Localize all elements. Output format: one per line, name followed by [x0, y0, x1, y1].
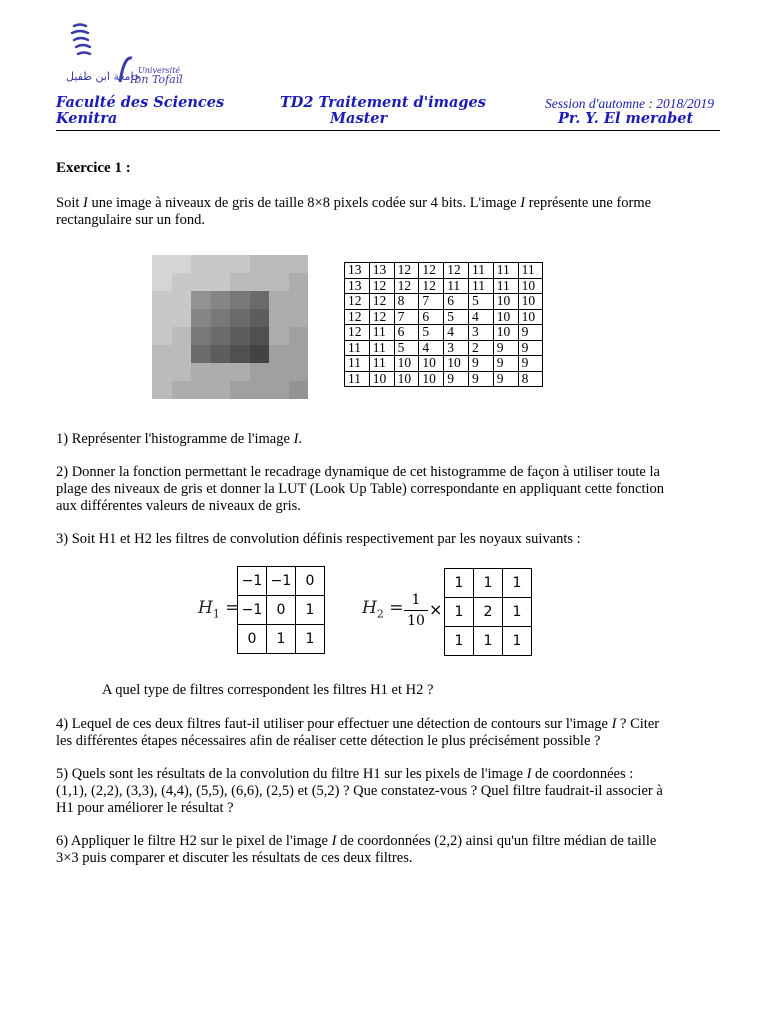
pixel-cell	[230, 255, 250, 273]
table-cell: 2	[468, 340, 493, 356]
table-cell: 9	[518, 340, 543, 356]
pixel-cell	[230, 273, 250, 291]
pixel-cell	[289, 309, 309, 327]
q5-text: 5) Quels sont les résultats de la convolution du filtre H1 sur les pixels de l'image	[56, 766, 527, 782]
table-cell: 3	[468, 325, 493, 341]
pixel-cell	[250, 327, 270, 345]
pixel-cell	[250, 273, 270, 291]
question-5-line-3: H1 pour améliorer le résultat ?	[56, 800, 234, 816]
pixel-cell	[191, 327, 211, 345]
table-cell: 11	[369, 340, 394, 356]
table-cell: 10	[518, 309, 543, 325]
kernel-cell: 1	[445, 569, 474, 598]
pixel-cell	[289, 291, 309, 309]
pixel-cell	[269, 273, 289, 291]
kernel-cell: 0	[238, 625, 267, 654]
pixel-cell	[250, 255, 270, 273]
question-1	[56, 431, 716, 448]
kernel-cell: 1	[503, 598, 532, 627]
pixel-cell	[250, 291, 270, 309]
pixel-cell	[191, 345, 211, 363]
image-variable: I	[331, 833, 337, 849]
logo-text-main: Ibn Tofaïl	[130, 73, 183, 86]
table-cell: 4	[468, 309, 493, 325]
table-cell: 7	[394, 309, 419, 325]
kernel-cell: 0	[296, 567, 325, 596]
pixel-cell	[152, 363, 172, 381]
h1-subscript: 1	[212, 607, 220, 621]
question-3-sub: A quel type de filtres correspondent les filtres H1 et H2 ?	[102, 682, 434, 698]
pixel-cell	[172, 273, 192, 291]
table-row	[345, 294, 543, 310]
pixel-cell	[152, 327, 172, 345]
pixel-cell	[230, 345, 250, 363]
table-cell: 11	[369, 356, 394, 372]
question-6-line-2: 3×3 puis comparer et discuter les résultats de ces deux filtres.	[56, 850, 413, 866]
pixel-cell	[211, 327, 231, 345]
table-cell: 9	[493, 340, 518, 356]
table-cell: 9	[468, 356, 493, 372]
fraction-bar	[404, 610, 428, 611]
table-cell: 6	[394, 325, 419, 341]
table-row	[345, 325, 543, 341]
pixel-cell	[152, 291, 172, 309]
pixel-cell	[230, 363, 250, 381]
kernel-cell: −1	[238, 567, 267, 596]
table-cell: 4	[444, 325, 469, 341]
pixel-cell	[191, 255, 211, 273]
logo-emblem-icon	[62, 20, 222, 100]
kernel-cell: 1	[267, 625, 296, 654]
pixel-cell	[230, 291, 250, 309]
pixel-cell	[191, 363, 211, 381]
kernel-cell: 1	[296, 596, 325, 625]
h1-label	[198, 598, 239, 620]
table-cell: 10	[493, 325, 518, 341]
image-variable: I	[520, 195, 526, 211]
table-cell: 11	[345, 371, 370, 387]
question-5-line-1	[56, 766, 716, 783]
pixel-cell	[191, 381, 211, 399]
kernel-row	[238, 596, 325, 625]
pixel-cell	[172, 363, 192, 381]
pixel-cell	[152, 255, 172, 273]
table-cell: 7	[419, 294, 444, 310]
table-row	[345, 340, 543, 356]
table-row	[345, 263, 543, 279]
kernel-cell: 1	[503, 627, 532, 656]
pixel-cell	[250, 345, 270, 363]
q1-text: 1) Représenter l'histogramme de l'image	[56, 431, 294, 447]
table-cell: 11	[493, 263, 518, 279]
kernel-cell: 1	[474, 627, 503, 656]
pixel-cell	[289, 273, 309, 291]
pixel-cell	[230, 327, 250, 345]
session-label: Session d'automne : 2018/2019	[545, 96, 715, 111]
table-cell: 3	[444, 340, 469, 356]
pixel-cell	[230, 309, 250, 327]
h1-kernel-matrix	[237, 566, 325, 654]
table-cell: 10	[444, 356, 469, 372]
pixel-cell	[269, 381, 289, 399]
kernel-cell: −1	[238, 596, 267, 625]
course-title: TD2 Traitement d'images	[280, 94, 486, 111]
kernel-cell: 1	[445, 598, 474, 627]
faculty-city: Kenitra	[56, 110, 118, 127]
question-4-line-1	[56, 716, 716, 733]
fraction-denominator: 10	[407, 613, 425, 629]
table-cell: 12	[369, 309, 394, 325]
table-cell: 12	[345, 309, 370, 325]
pixel-cell	[172, 291, 192, 309]
question-2-line-2: plage des niveaux de gris et donner la LUT (Look Up Table) correspondante en appliquant cette fonction	[56, 481, 665, 497]
table-cell: 11	[345, 340, 370, 356]
pixel-cell	[289, 381, 309, 399]
grayscale-image	[152, 255, 308, 399]
table-cell: 10	[394, 356, 419, 372]
h1-symbol: H	[198, 598, 213, 618]
image-variable: I	[611, 716, 617, 732]
kernel-row	[445, 569, 532, 598]
image-variable: I	[83, 195, 88, 211]
h1-equals: =	[225, 598, 240, 618]
pixel-cell	[250, 381, 270, 399]
pixel-cell	[211, 309, 231, 327]
table-cell: 13	[369, 263, 394, 279]
table-cell: 4	[419, 340, 444, 356]
table-cell: 10	[394, 371, 419, 387]
pixel-cell	[152, 273, 172, 291]
pixel-cell	[211, 381, 231, 399]
h2-equals: =	[389, 598, 404, 618]
table-cell: 9	[444, 371, 469, 387]
professor-name: Pr. Y. El merabet	[558, 110, 694, 127]
table-cell: 5	[444, 309, 469, 325]
table-cell: 5	[468, 294, 493, 310]
exercise-title: Exercice 1 :	[56, 160, 131, 176]
pixel-cell	[230, 381, 250, 399]
pixel-cell	[269, 345, 289, 363]
question-4-line-2: les différentes étapes nécessaires afin de réaliser cette détection le plus précisément possible ?	[56, 733, 601, 749]
table-cell: 11	[518, 263, 543, 279]
table-cell: 5	[419, 325, 444, 341]
intro-line-1	[56, 195, 716, 212]
question-2-line-3: aux différentes valeurs de niveaux de gris.	[56, 498, 301, 514]
pixel-cell	[211, 273, 231, 291]
table-cell: 11	[468, 263, 493, 279]
table-cell: 8	[518, 371, 543, 387]
table-row	[345, 309, 543, 325]
table-cell: 11	[493, 278, 518, 294]
table-cell: 10	[518, 294, 543, 310]
kernel-cell: −1	[267, 567, 296, 596]
pixel-cell	[289, 327, 309, 345]
table-cell: 9	[518, 356, 543, 372]
table-cell: 12	[419, 278, 444, 294]
h2-label	[362, 598, 403, 620]
table-cell: 6	[419, 309, 444, 325]
pixel-cell	[172, 255, 192, 273]
pixel-cell	[172, 345, 192, 363]
table-cell: 9	[468, 371, 493, 387]
table-cell: 10	[419, 356, 444, 372]
q1-end: .	[298, 431, 303, 447]
pixel-cell	[269, 363, 289, 381]
pixel-cell	[211, 363, 231, 381]
pixel-cell	[152, 345, 172, 363]
q6-end: de coordonnées (2,2) ainsi qu'un filtre médian de taille	[336, 833, 657, 849]
table-cell: 13	[345, 263, 370, 279]
table-cell: 11	[468, 278, 493, 294]
table-cell: 12	[419, 263, 444, 279]
table-cell: 11	[369, 325, 394, 341]
pixel-cell	[172, 309, 192, 327]
kernel-cell: 1	[445, 627, 474, 656]
table-cell: 9	[493, 356, 518, 372]
kernel-cell: 1	[503, 569, 532, 598]
kernel-row	[445, 627, 532, 656]
table-cell: 10	[493, 309, 518, 325]
intro-line-2: rectangulaire sur un fond.	[56, 212, 205, 228]
table-cell: 10	[518, 278, 543, 294]
pixel-cell	[269, 291, 289, 309]
table-cell: 12	[394, 263, 419, 279]
table-cell: 12	[345, 294, 370, 310]
kernel-cell: 0	[267, 596, 296, 625]
pixel-cell	[172, 327, 192, 345]
table-cell: 10	[493, 294, 518, 310]
table-cell: 9	[518, 325, 543, 341]
q6-text: 6) Appliquer le filtre H2 sur le pixel de l'image	[56, 833, 332, 849]
pixel-cell	[269, 255, 289, 273]
logo-text-top: Université	[138, 66, 181, 75]
q4-text: 4) Lequel de ces deux filtres faut-il utiliser pour effectuer une détection de contours sur l'image	[56, 716, 612, 732]
q4-end: ? Citer	[616, 716, 660, 732]
kernel-row	[238, 625, 325, 654]
table-cell: 10	[419, 371, 444, 387]
kernel-cell: 1	[296, 625, 325, 654]
table-cell: 12	[369, 294, 394, 310]
fraction-numerator: 1	[411, 592, 421, 608]
intro-text-c: représente une forme	[525, 195, 652, 211]
h2-fraction	[404, 592, 428, 629]
table-cell: 12	[369, 278, 394, 294]
kernel-row	[445, 598, 532, 627]
h2-symbol: H	[362, 598, 377, 618]
table-cell: 10	[369, 371, 394, 387]
pixel-cell	[191, 309, 211, 327]
pixel-cell	[289, 345, 309, 363]
table-cell: 12	[444, 263, 469, 279]
pixel-cell	[269, 327, 289, 345]
question-3: 3) Soit H1 et H2 les filtres de convolution définis respectivement par les noyaux suivants :	[56, 531, 581, 547]
kernel-row	[238, 567, 325, 596]
table-cell: 8	[394, 294, 419, 310]
pixel-cell	[152, 309, 172, 327]
question-5-line-2: (1,1), (2,2), (3,3), (4,4), (5,5), (6,6), (2,5) et (5,2) ? Que constatez-vous ? Quel filtre faudrait-il associer à	[56, 783, 663, 799]
table-cell: 5	[394, 340, 419, 356]
university-logo	[62, 20, 222, 100]
pixel-cell	[191, 273, 211, 291]
image-variable: I	[293, 431, 299, 447]
question-2-line-1: 2) Donner la fonction permettant le recadrage dynamique de cet histogramme de façon à utiliser toute la	[56, 464, 660, 480]
table-cell: 6	[444, 294, 469, 310]
question-6-line-1	[56, 833, 716, 850]
pixel-cell	[289, 363, 309, 381]
multiply-sign: ×	[429, 600, 443, 619]
faculty-name: Faculté des Sciences	[56, 94, 225, 111]
q5-end: de coordonnées :	[531, 766, 634, 782]
table-cell: 12	[394, 278, 419, 294]
pixel-cell	[269, 309, 289, 327]
pixel-values-table	[344, 262, 543, 387]
pixel-cell	[191, 291, 211, 309]
table-row	[345, 278, 543, 294]
table-row	[345, 371, 543, 387]
table-cell: 11	[444, 278, 469, 294]
pixel-cell	[211, 291, 231, 309]
intro-text-a: Soit	[56, 195, 83, 211]
table-row	[345, 356, 543, 372]
pixel-cell	[289, 255, 309, 273]
intro-text-b: une image à niveaux de gris de taille 8×8 pixels codée sur 4 bits. L'image	[87, 195, 521, 211]
table-cell: 13	[345, 278, 370, 294]
header-divider	[56, 130, 720, 131]
pixel-cell	[250, 363, 270, 381]
image-variable: I	[526, 766, 532, 782]
table-cell: 11	[345, 356, 370, 372]
pixel-cell	[211, 345, 231, 363]
table-cell: 12	[345, 325, 370, 341]
pixel-cell	[250, 309, 270, 327]
kernel-cell: 2	[474, 598, 503, 627]
kernel-cell: 1	[474, 569, 503, 598]
logo-text-arabic: جامعة ابن طفيل	[66, 70, 141, 83]
h2-subscript: 2	[376, 607, 384, 621]
h2-kernel-matrix	[444, 568, 532, 656]
course-level: Master	[330, 110, 388, 127]
pixel-cell	[172, 381, 192, 399]
pixel-cell	[211, 255, 231, 273]
table-cell: 9	[493, 371, 518, 387]
pixel-cell	[152, 381, 172, 399]
